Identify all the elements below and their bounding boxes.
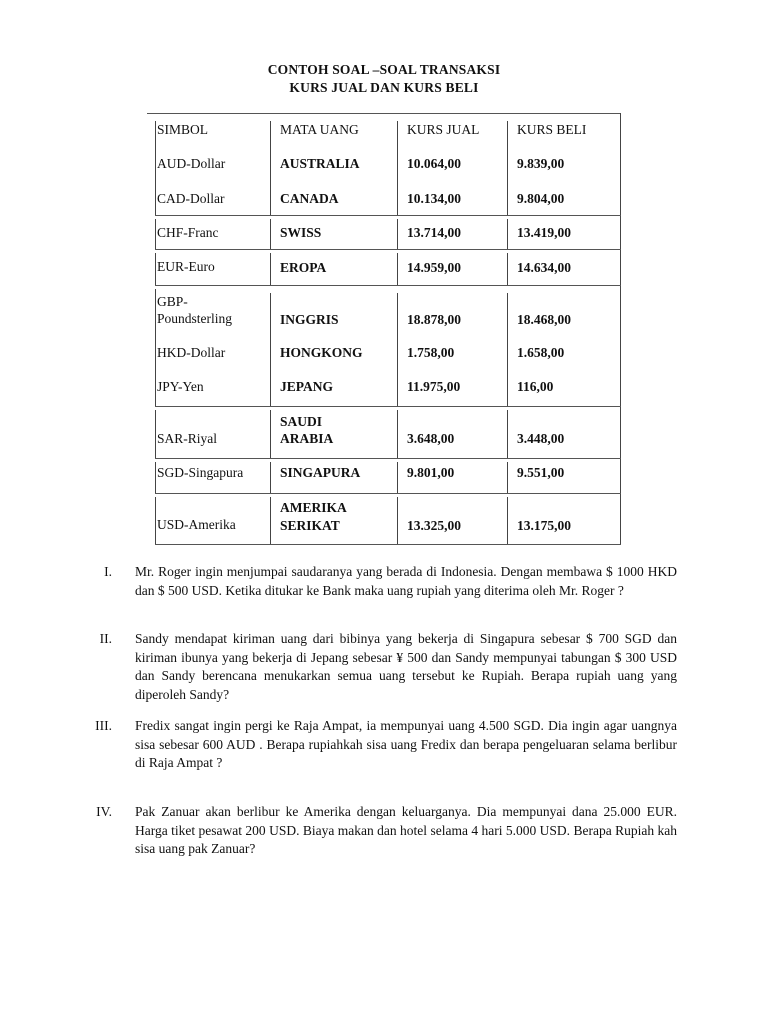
header-currency: MATA UANG: [280, 122, 359, 137]
cell-currency: SINGAPURA: [280, 465, 361, 480]
row-separator: [155, 285, 621, 286]
col-separator: [507, 293, 508, 406]
col-separator: [155, 219, 156, 249]
cell-symbol: USD-Amerika: [157, 517, 236, 532]
row-separator: [155, 249, 621, 250]
col-separator: [270, 121, 271, 215]
row-separator: [155, 458, 621, 459]
cell-buy: 13.419,00: [517, 225, 571, 240]
cell-symbol: EUR-Euro: [157, 259, 215, 274]
table-right-border: [620, 113, 621, 545]
cell-buy: 3.448,00: [517, 431, 565, 446]
cell-buy: 9.839,00: [517, 156, 565, 171]
cell-sell: 18.878,00: [407, 312, 461, 327]
cell-symbol: JPY-Yen: [157, 379, 204, 394]
cell-buy: 9.804,00: [517, 191, 565, 206]
row-separator: [155, 215, 621, 216]
cell-buy: 1.658,00: [517, 345, 565, 360]
col-separator: [397, 497, 398, 545]
cell-symbol: CAD-Dollar: [157, 191, 225, 206]
col-separator: [397, 293, 398, 406]
cell-currency: SWISS: [280, 225, 322, 240]
cell-sell: 13.325,00: [407, 518, 461, 533]
cell-buy: 116,00: [517, 379, 554, 394]
question-number: IV.: [96, 804, 112, 819]
document-title: CONTOH SOAL –SOAL TRANSAKSI: [267, 62, 501, 77]
header-buy-rate: KURS BELI: [517, 122, 587, 137]
cell-sell: 3.648,00: [407, 431, 455, 446]
cell-symbol: SGD-Singapura: [157, 465, 244, 480]
col-separator: [155, 253, 156, 285]
cell-sell: 9.801,00: [407, 465, 455, 480]
question-number: III.: [95, 718, 112, 733]
question-number: II.: [99, 631, 112, 646]
col-separator: [507, 497, 508, 545]
cell-buy: 18.468,00: [517, 312, 571, 327]
cell-sell: 14.959,00: [407, 260, 461, 275]
col-separator: [507, 253, 508, 285]
col-separator: [507, 121, 508, 215]
col-separator: [270, 462, 271, 493]
col-separator: [270, 410, 271, 458]
row-separator: [155, 493, 621, 494]
exchange-rate-table: [147, 113, 621, 545]
question-text: Sandy mendapat kiriman uang dari bibinya yang bekerja di Singapura sebesar $ 700 SGD dan kiriman ibunya yang bekerja di Jepang sebesar ¥ 500 dan Sandy mempunyai tabungan $ 300 USD dan Sandy berencana menukarkan semua uang tersebut ke Rupiah. Berapa rupiah uang yang diperoleh Sandy?: [135, 631, 677, 702]
cell-buy: 13.175,00: [517, 518, 571, 533]
col-separator: [155, 497, 156, 545]
header-symbol: SIMBOL: [157, 122, 209, 137]
cell-currency: JEPANG: [280, 379, 333, 394]
cell-symbol: HKD-Dollar: [157, 345, 226, 360]
cell-currency: SAUDI: [280, 414, 323, 429]
cell-symbol: AUD-Dollar: [157, 156, 226, 171]
question-text: Mr. Roger ingin menjumpai saudaranya yang berada di Indonesia. Dengan membawa $ 1000 HKD dan $ 500 USD. Ketika ditukar ke Bank maka uang rupiah yang diterima oleh Mr. Roger ?: [135, 564, 677, 598]
col-separator: [270, 253, 271, 285]
document-subtitle: KURS JUAL DAN KURS BELI: [289, 80, 479, 95]
cell-symbol-line2: Poundsterling: [157, 311, 233, 326]
col-separator: [155, 121, 156, 215]
cell-currency-line2: ARABIA: [280, 431, 334, 446]
cell-currency: AMERIKA: [280, 500, 347, 515]
col-separator: [397, 410, 398, 458]
cell-sell: 1.758,00: [407, 345, 455, 360]
col-separator: [155, 289, 156, 406]
col-separator: [270, 219, 271, 249]
cell-symbol: GBP-: [157, 294, 188, 309]
cell-currency: AUSTRALIA: [280, 156, 360, 171]
cell-buy: 14.634,00: [517, 260, 571, 275]
cell-symbol: SAR-Riyal: [157, 431, 218, 446]
cell-currency: EROPA: [280, 260, 327, 275]
col-separator: [397, 121, 398, 215]
col-separator: [507, 462, 508, 493]
cell-currency: CANADA: [280, 191, 339, 206]
col-separator: [270, 293, 271, 406]
cell-buy: 9.551,00: [517, 465, 565, 480]
cell-currency: HONGKONG: [280, 345, 363, 360]
table-bottom-border: [155, 544, 621, 545]
cell-sell: 10.134,00: [407, 191, 461, 206]
cell-sell: 10.064,00: [407, 156, 461, 171]
cell-sell: 11.975,00: [407, 379, 461, 394]
col-separator: [507, 219, 508, 249]
question-text: Fredix sangat ingin pergi ke Raja Ampat, ia mempunyai uang 4.500 SGD. Dia ingin agar uangnya sisa sebesar 600 AUD . Berapa rupiahkah sisa uang Fredix dan berapa pengeluaran selama berlibur di Raja Ampat ?: [135, 718, 677, 770]
col-separator: [397, 462, 398, 493]
col-separator: [155, 410, 156, 458]
cell-currency-line2: SERIKAT: [280, 518, 340, 533]
col-separator: [155, 462, 156, 493]
col-separator: [507, 410, 508, 458]
row-separator: [155, 406, 621, 407]
cell-symbol: CHF-Franc: [157, 225, 219, 240]
col-separator: [397, 219, 398, 249]
cell-currency: INGGRIS: [280, 312, 339, 327]
col-separator: [397, 253, 398, 285]
header-sell-rate: KURS JUAL: [407, 122, 480, 137]
col-separator: [270, 497, 271, 545]
table-top-border: [147, 113, 621, 114]
cell-sell: 13.714,00: [407, 225, 461, 240]
question-number: I.: [104, 564, 112, 579]
question-text: Pak Zanuar akan berlibur ke Amerika dengan keluarganya. Dia mempunyai dana 25.000 EUR. Harga tiket pesawat 200 USD. Biaya makan dan hotel selama 4 hari 5.000 USD. Berapa Rupiah kah sisa uang pak Zanuar?: [135, 804, 677, 856]
